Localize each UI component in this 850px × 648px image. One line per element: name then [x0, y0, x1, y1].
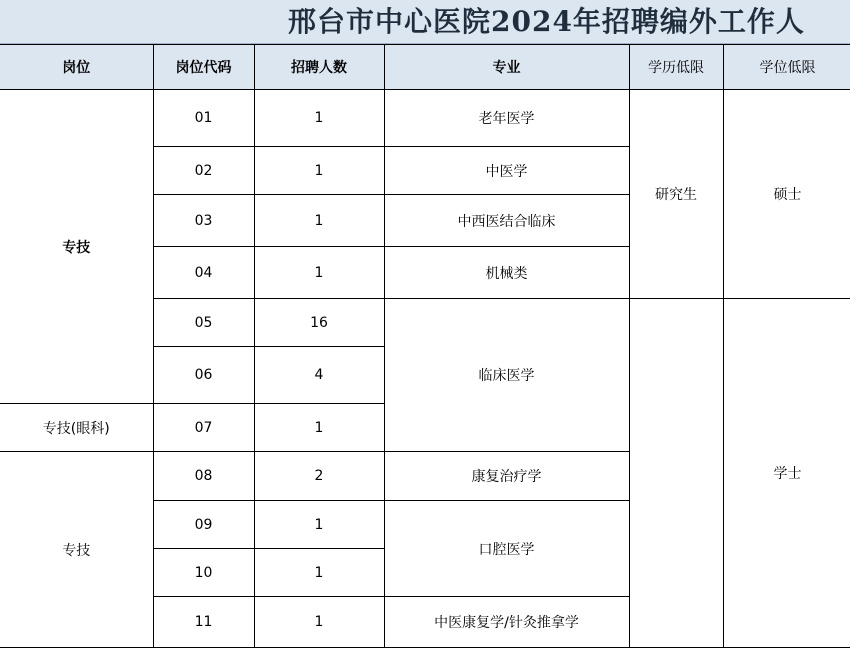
education-cell: 研究生 — [629, 90, 723, 299]
header-count: 招聘人数 — [254, 45, 384, 90]
header-education: 学历低限 — [629, 45, 723, 90]
header-major: 专业 — [384, 45, 629, 90]
major-cell: 中医康复学/针灸推拿学 — [384, 597, 629, 648]
count-cell: 16 — [254, 299, 384, 347]
count-cell: 1 — [254, 247, 384, 299]
count-cell: 1 — [254, 195, 384, 247]
code-cell: 06 — [153, 347, 254, 404]
code-cell: 01 — [153, 90, 254, 147]
header-row — [0, 45, 850, 90]
major-cell: 中西医结合临床 — [384, 195, 629, 247]
code-cell: 03 — [153, 195, 254, 247]
count-cell: 1 — [254, 147, 384, 195]
code-cell: 05 — [153, 299, 254, 347]
degree-cell: 硕士 — [723, 90, 850, 299]
major-cell: 老年医学 — [384, 90, 629, 147]
code-cell: 11 — [153, 597, 254, 648]
page-title: 邢台市中心医院2024年招聘编外工作人 — [288, 5, 805, 38]
count-cell: 2 — [254, 452, 384, 501]
count-cell: 1 — [254, 90, 384, 147]
recruitment-table — [0, 44, 850, 648]
major-cell: 机械类 — [384, 247, 629, 299]
count-cell: 4 — [254, 347, 384, 404]
count-cell: 1 — [254, 404, 384, 452]
code-cell: 09 — [153, 501, 254, 549]
major-cell: 口腔医学 — [384, 501, 629, 597]
position-cell: 专技(眼科) — [0, 404, 153, 452]
header-degree: 学位低限 — [723, 45, 850, 90]
position-cell: 专技 — [0, 452, 153, 648]
count-cell: 1 — [254, 549, 384, 597]
code-cell: 07 — [153, 404, 254, 452]
degree-cell: 学士 — [723, 299, 850, 648]
count-cell: 1 — [254, 501, 384, 549]
header-code: 岗位代码 — [153, 45, 254, 90]
code-cell: 08 — [153, 452, 254, 501]
header-position: 岗位 — [0, 45, 153, 90]
count-cell: 1 — [254, 597, 384, 648]
code-cell: 04 — [153, 247, 254, 299]
major-cell: 康复治疗学 — [384, 452, 629, 501]
position-cell: 专技 — [0, 90, 153, 404]
major-cell: 临床医学 — [384, 299, 629, 452]
education-cell — [629, 299, 723, 648]
code-cell: 02 — [153, 147, 254, 195]
table-row — [0, 90, 850, 147]
major-cell: 中医学 — [384, 147, 629, 195]
code-cell: 10 — [153, 549, 254, 597]
title-bar — [0, 0, 850, 44]
